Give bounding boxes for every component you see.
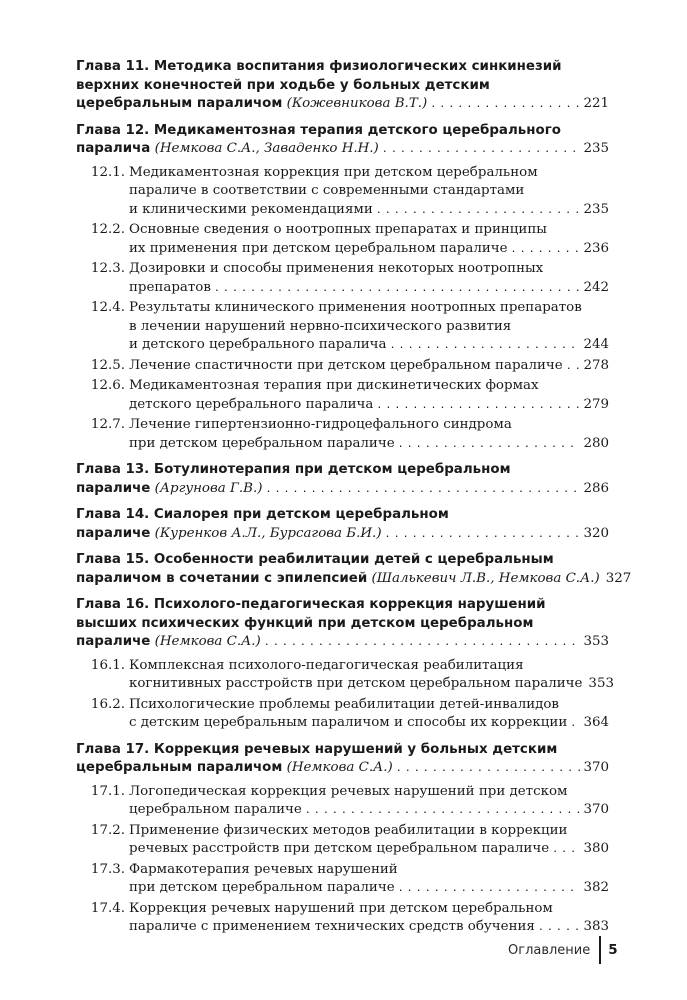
section-number: 17.1. [90,783,125,799]
toc-chapter-text [76,461,511,480]
chapter-title: Глава 15. Особенности реабилитации детей с церебральным [76,552,554,567]
section-number: 16.2. [90,696,125,712]
toc-section-line [129,201,609,221]
toc-section [76,377,609,415]
toc-section-line [129,240,609,260]
toc-section [76,657,614,695]
toc-section-line [129,840,609,860]
section-page-number: 353 [588,676,614,691]
toc-sections [76,164,609,455]
chapter-page-number: 327 [605,570,632,586]
toc-chapter-line [76,95,609,115]
toc-section-line [129,696,609,715]
toc-section-line [129,783,609,802]
toc-chapter-text [76,633,261,652]
dot-leader [570,715,580,734]
section-title: Лечение спастичности при детском церебральном параличе [129,357,563,373]
chapter-title: Глава 16. Психолого-педагогическая коррекция нарушений [76,597,546,612]
chapter-title: параличом в сочетании с эпилепсией [76,570,368,586]
toc-chapter-line [76,615,609,634]
section-title: Дозировки и способы применения некоторых ноотропных [129,261,544,276]
section-title: и клиническими рекомендациями [129,201,373,217]
section-title: и детского церебрального паралича [129,337,387,352]
toc-section [76,696,609,734]
section-number: 17.2. [90,822,125,838]
toc-chapter-text [76,122,561,141]
toc-chapter-line [76,741,609,760]
toc-chapter-line [76,58,609,77]
section-title: с детским церебральным параличом и способы их коррекции [129,715,568,730]
chapter-title: Глава 14. Сиалорея при детском церебральном [76,507,449,522]
toc-chapter-line [76,596,609,615]
chapter-title: Глава 12. Медикаментозная терапия детского церебрального [76,122,561,138]
toc-section [76,416,609,454]
section-title: детского церебрального паралича [129,396,374,412]
toc-chapter-text [76,570,600,589]
dot-leader [552,841,580,860]
section-title: в лечении нарушений нервно-психического развития [129,318,512,334]
toc-section [76,260,609,298]
toc-chapter-text [76,551,554,570]
section-title: церебральном параличе [129,802,302,817]
toc-sections [76,783,609,938]
section-title: параличе в соответствии с современными стандартами [129,183,525,198]
toc-section-line [129,164,609,183]
toc-section [76,861,609,899]
toc-section-line [129,657,609,676]
chapter-title: параличе [76,480,151,496]
toc-chapter-line [76,77,609,96]
table-of-contents [76,58,632,945]
page-footer [508,936,618,964]
section-number: 12.4. [90,300,125,315]
section-page-number: 380 [583,841,609,856]
chapter-authors: (Шалькевич Л.В., Немкова С.А.) [371,570,600,586]
dot-leader [264,634,581,653]
toc-section-line [129,377,609,396]
chapter-page-number: 320 [583,525,609,541]
dot-leader [511,241,581,260]
section-number: 17.3. [90,861,125,877]
toc-section [76,299,609,356]
toc-chapter-text [76,525,382,544]
toc-chapter-text [76,140,379,159]
toc-sections [76,657,614,734]
toc-section-line [129,221,609,240]
toc-section [76,900,609,938]
dot-leader [214,280,581,299]
toc-section [76,783,609,821]
toc-chapter-text [76,596,546,615]
toc-chapter [76,461,609,499]
toc-chapter-text [76,759,393,778]
chapter-title: высших психических функций при детском церебральном [76,615,534,631]
section-number: 12.7. [90,417,125,432]
dot-leader [430,96,580,115]
chapter-authors: (Кожевникова В.Т.) [286,96,428,111]
toc-section-line [129,900,609,919]
toc-chapter-line [76,461,609,480]
toc-section-line [129,801,609,821]
chapter-title: Глава 17. Коррекция речевых нарушений у больных детским [76,741,558,757]
footer-divider [599,936,601,964]
toc-chapter-line [76,759,609,779]
section-number: 12.2. [90,222,125,237]
chapter-title: церебральным параличом [76,96,283,111]
dot-leader [305,802,581,821]
toc-chapter-text [76,615,533,634]
toc-section-line [129,260,609,279]
section-title: Коррекция речевых нарушений при детском церебральном [129,900,553,916]
toc-chapter [76,741,609,938]
toc-section-line [129,435,609,455]
toc-chapter-line [76,633,609,653]
section-title: Логопедическая коррекция речевых нарушений при детском [129,783,568,799]
section-number: 12.6. [90,378,125,393]
section-page-number: 236 [583,240,609,256]
chapter-authors: (Куренков А.Л., Бурсагова Б.И.) [154,525,382,541]
section-page-number: 280 [583,435,609,451]
toc-chapter-text [76,741,557,760]
chapter-authors: (Немкова С.А.) [154,634,261,649]
section-title: препаратов [129,279,211,295]
toc-chapter-line [76,551,609,570]
section-number: 12.1. [90,164,125,180]
section-page-number: 278 [583,357,609,373]
chapter-page-number: 370 [583,760,609,775]
chapter-authors: (Немкова С.А., Заваденко Н.Н.) [154,141,379,156]
dot-leader [538,919,581,938]
section-number: 16.1. [90,657,125,673]
toc-chapter-text [76,95,427,114]
section-title: Применение физических методов реабилитации в коррекции [129,822,568,838]
section-title: Медикаментозная коррекция при детском церебральном [129,164,538,180]
section-page-number: 383 [583,919,609,934]
toc-chapter-text [76,480,262,499]
toc-section-line [129,318,609,337]
section-page-number: 279 [583,396,609,412]
toc-chapter-line [76,140,609,160]
section-title: Лечение гипертензионно-гидроцефального синдрома [129,417,512,432]
dot-leader [390,337,581,356]
toc-chapter [76,58,609,115]
toc-section-line [129,336,609,356]
section-page-number: 242 [583,279,609,295]
toc-section-line [129,279,609,299]
section-title: при детском церебральном параличе [129,880,395,895]
dot-leader [376,397,580,416]
section-title: Психологические проблемы реабилитации детей-инвалидов [129,696,559,712]
section-title: при детском церебральном параличе [129,435,395,451]
toc-section [76,357,609,377]
dot-leader [382,141,581,160]
chapter-title: верхних конечностей при ходьбе у больных детским [76,77,490,93]
section-title: Комплексная психолого-педагогическая реабилитация [129,657,524,673]
toc-chapter-line [76,480,609,500]
chapter-title: Глава 11. Методика воспитания физиологических синкинезий [76,59,562,74]
dot-leader [396,760,581,779]
toc-chapter [76,596,614,734]
section-title: Медикаментозная терапия при дискинетических формах [129,378,539,393]
dot-leader [376,202,581,221]
section-title: их применения при детском церебральном параличе [129,240,508,256]
dot-leader [385,526,581,545]
section-number: 12.3. [90,261,125,276]
dot-leader [398,436,581,455]
chapter-title: параличе [76,634,151,649]
toc-chapter [76,506,609,544]
section-page-number: 244 [583,337,609,352]
toc-chapter-text [76,58,562,77]
chapter-title: паралича [76,141,151,156]
section-page-number: 235 [583,201,609,217]
chapter-page-number: 353 [583,634,609,649]
section-page-number: 382 [583,880,609,895]
section-title: параличе с применением технических средств обучения [129,919,535,934]
toc-section [76,164,609,221]
toc-section-line [129,822,609,841]
toc-section-line [129,714,609,734]
chapter-authors: (Немкова С.А.) [286,760,393,775]
section-title: речевых расстройств при детском церебральном параличе [129,841,550,856]
toc-chapter [76,122,609,455]
page-number: 5 [608,942,618,958]
toc-section-line [129,675,614,695]
section-page-number: 364 [583,715,609,730]
toc-section-line [129,299,609,318]
section-title: когнитивных расстройств при детском церебральном параличе [129,676,583,691]
toc-chapter-line [76,122,609,141]
toc-section-line [129,396,609,416]
dot-leader [398,880,581,899]
toc-section [76,221,609,259]
dot-leader [566,358,581,377]
running-header-label: Оглавление [508,942,591,958]
chapter-title: Глава 13. Ботулинотерапия при детском церебральном [76,462,511,477]
section-title: Основные сведения о ноотропных препаратах и принципы [129,222,547,237]
toc-chapter-text [76,506,449,525]
dot-leader [265,481,580,500]
toc-section-line [129,357,609,377]
section-title: Фармакотерапия речевых нарушений [129,861,398,877]
chapter-page-number: 235 [583,141,609,156]
toc-section-line [129,182,609,201]
toc-chapter [76,551,632,589]
chapter-page-number: 286 [583,480,609,496]
toc-chapter-text [76,77,490,96]
toc-chapter-line [76,525,609,545]
toc-chapter-line [76,506,609,525]
toc-section-line [129,918,609,938]
section-page-number: 370 [583,802,609,817]
toc-section-line [129,879,609,899]
section-title: Результаты клинического применения ноотропных препаратов [129,300,582,315]
chapter-title: церебральным параличом [76,760,283,775]
chapter-title: параличе [76,525,151,541]
chapter-page-number: 221 [583,96,609,111]
section-number: 17.4. [90,900,125,916]
chapter-authors: (Аргунова Г.В.) [154,480,263,496]
toc-section [76,822,609,860]
section-number: 12.5. [90,357,125,373]
toc-section-line [129,861,609,880]
toc-chapter-line [76,570,632,590]
toc-section-line [129,416,609,435]
